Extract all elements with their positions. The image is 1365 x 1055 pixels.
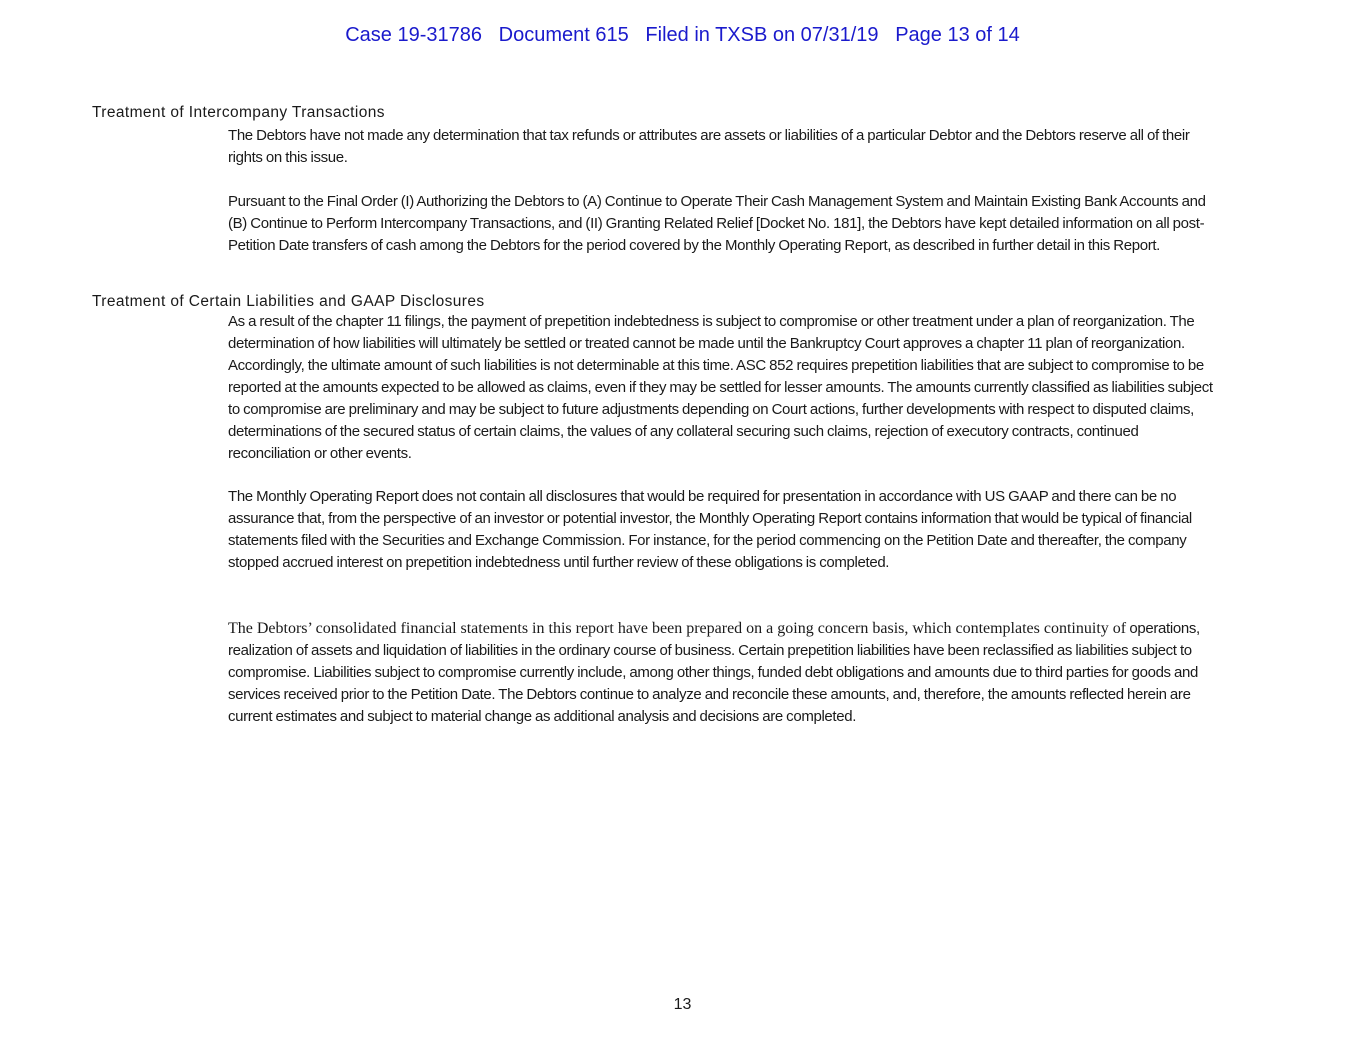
filing-header-stamp: Case 19-31786 Document 615 Filed in TXSB on 07/31/19 Page 13 of 14 [345, 24, 1020, 46]
section-heading-liabilities-gaap: Treatment of Certain Liabilities and GAAP Disclosures [92, 293, 485, 310]
page-number: 13 [673, 996, 692, 1013]
paragraph-gaap-disclosures: The Monthly Operating Report does not contain all disclosures that would be required for presentation in accordance with US GAAP and there can be no assurance that, from the perspective of an investor or potential investor, the Monthly Operating Report contains information that would be typical of financial statements filed with the Securities and Exchange Commission. For instance, for the period commencing on the Petition Date and thereafter, the company stopped accrued interest on prepetition indebtedness until further review of these obligations is completed. [228, 488, 1192, 571]
paragraph-cash-management-order: Pursuant to the Final Order (I) Authorizing the Debtors to (A) Continue to Operate Their Cash Management System and Maintain Existing Bank Accounts and (B) Continue to Perform Intercompany Transactions, and (II) Granting Related Relief [Docket No. 181], the Debtors have kept detailed information on all post-Petition Date transfers of cash among the Debtors for the period covered by the Monthly Operating Report, as described in further detail in this Report. [228, 193, 1206, 254]
paragraph-tax-refunds: The Debtors have not made any determination that tax refunds or attributes are assets or liabilities of a particular Debtor and the Debtors reserve all of their rights on this issue. [228, 127, 1190, 166]
section-heading-intercompany: Treatment of Intercompany Transactions [92, 104, 385, 121]
paragraph-going-concern [228, 618, 1218, 728]
paragraph-chapter-11-liabilities: As a result of the chapter 11 filings, the payment of prepetition indebtedness is subject to compromise or other treatment under a plan of reorganization. The determination of how liabilities will ultimately be settled or treated cannot be made until the Bankruptcy Court approves a chapter 11 plan of reorganization. Accordingly, the ultimate amount of such liabilities is not determinable at this time. ASC 852 requires prepetition liabilities that are subject to compromise to be reported at the amounts expected to be allowed as claims, even if they may be settled for lesser amounts. The amounts currently classified as liabilities subject to compromise are preliminary and may be subject to future adjustments depending on Court actions, further developments with respect to disputed claims, determinations of the secured status of certain claims, the values of any collateral securing such claims, rejection of executory contracts, continued reconciliation or other events. [228, 313, 1213, 462]
going-concern-lead-text: The Debtors’ consolidated financial statements in this report have been prepared on a going concern basis, which contemplates continuity of [228, 620, 1127, 637]
going-concern-body-text: operations, realization of assets and liquidation of liabilities in the ordinary course of business. Certain prepetition liabilities have been reclassified as liabilities subject to compromise. Liabilities subject to compromise currently include, among other things, funded debt obligations and amounts due to third parties for goods and services received prior to the Petition Date. The Debtors continue to analyze and reconcile these amounts, and, therefore, the amounts reflected herein are current estimates and subject to material change as additional analysis and decisions are completed. [228, 620, 1200, 725]
